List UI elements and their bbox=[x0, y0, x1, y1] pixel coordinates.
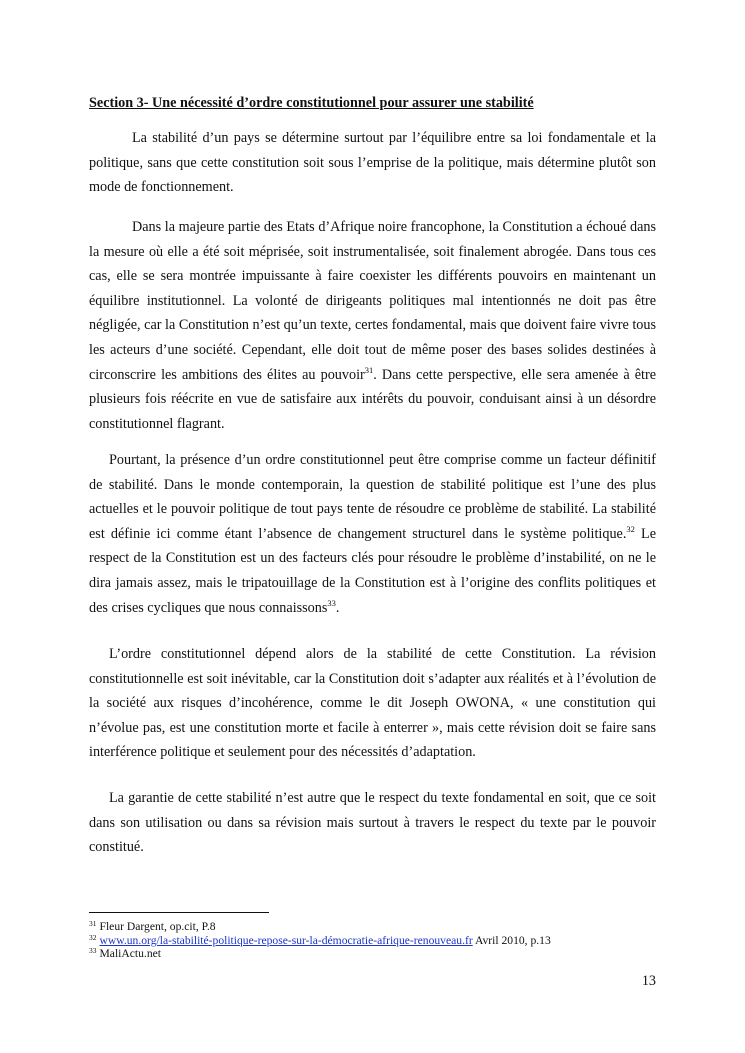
paragraph-3-text-c: . bbox=[335, 599, 340, 616]
footnote-31 bbox=[89, 920, 216, 933]
paragraph-3 bbox=[89, 448, 656, 620]
section-heading: Section 3- Une nécessité d’ordre constitutionnel pour assurer une stabilité bbox=[89, 95, 534, 111]
paragraph-3-text-b: Le respect de la Constitution est un des facteurs clés pour résoudre le problème d’instabilité, on ne le dira jamais assez, mais le tripatouillage de la Constitution est à l’origine des conflits politiques et des crises cycliques que nous connaissons bbox=[89, 525, 656, 616]
footnote-text: Fleur Dargent, op.cit, P.8 bbox=[99, 920, 216, 933]
paragraph-4 bbox=[89, 642, 656, 765]
paragraph-2-text-b: . Dans cette perspective, elle sera amenée à être plusieurs fois réécrite en vue de satisfaire aux intérêts du pouvoir, conduisant ainsi à un désordre constitutionnel flagrant. bbox=[89, 366, 656, 432]
paragraph-1 bbox=[89, 126, 656, 200]
footnote-33 bbox=[89, 947, 161, 960]
paragraph-2-text-a: Dans la majeure partie des Etats d’Afrique noire francophone, la Constitution a échoué dans la mesure où elle a été soit méprisée, soit instrumentalisée, soit finalement abrogée. Dans tous ces cas, elle se sera montrée impuissante à faire coexister les différents pouvoirs en maintenant un équilibre institutionnel. La volonté de dirigeants politiques mal intentionnés ne doit pas être négligée, car la Constitution n’est qu’un texte, certes fondamental, mais que doivent faire vivre tous les acteurs d’une société. Cependant, elle doit tout de même poser des bases solides destinées à circonscrire les ambitions des élites au pouvoir bbox=[89, 219, 656, 383]
paragraph-5-text: La garantie de cette stabilité n’est autre que le respect du texte fondamental en soit, que ce soit dans son utilisation ou dans sa révision mais surtout à travers le respect du texte par le pouvoir constitué. bbox=[89, 790, 656, 856]
page-number: 13 bbox=[641, 973, 656, 989]
paragraph-1-text: La stabilité d’un pays se détermine surtout par l’équilibre entre sa loi fondamentale et la politique, sans que cette constitution soit sous l’emprise de la politique, mais détermine plutôt son mode de fonctionnement. bbox=[89, 130, 656, 196]
footnote-ref-32[interactable]: 32 bbox=[626, 523, 635, 534]
footnote-number: 32 bbox=[89, 933, 97, 942]
paragraph-5 bbox=[89, 786, 656, 860]
footnote-ref-31[interactable]: 31 bbox=[364, 364, 374, 375]
footnote-text: Avril 2010, p.13 bbox=[472, 934, 551, 947]
footnote-ref-33[interactable]: 33 bbox=[327, 597, 336, 608]
paragraph-3-text-a: Pourtant, la présence d’un ordre constitutionnel peut être comprise comme un facteur définitif de stabilité. Dans le monde contemporain, la question de stabilité politique est l’une des plus actuelles et le pouvoir politique de tout pays tente de résoudre ce problème de stabilité. La stabilité est définie ici comme étant l’absence de changement structurel dans le système politique. bbox=[89, 452, 656, 542]
paragraph-4-text: L’ordre constitutionnel dépend alors de la stabilité de cette Constitution. La révision constitutionnelle est soit inévitable, car la Constitution doit s’adapter aux réalités et à l’évolution de la société aux risques d’incohérence, comme le dit Joseph OWONA, « une constitution qui n’évolue pas, est une constitution morte et facile à enterrer », mais cette révision doit se faire sans interférence politique et seulement pour des nécessités d’adaptation. bbox=[89, 646, 656, 761]
footnote-number: 33 bbox=[89, 946, 97, 955]
footnote-number: 31 bbox=[89, 919, 97, 928]
paragraph-2 bbox=[89, 215, 656, 436]
footnote-text: MaliActu.net bbox=[99, 947, 161, 960]
footnote-link[interactable]: www.un.org/la-stabilité-politique-repose-sur-la-démocratie-afrique-renouveau.fr bbox=[99, 934, 473, 947]
footnote-divider bbox=[89, 912, 269, 913]
footnote-32 bbox=[89, 934, 551, 947]
